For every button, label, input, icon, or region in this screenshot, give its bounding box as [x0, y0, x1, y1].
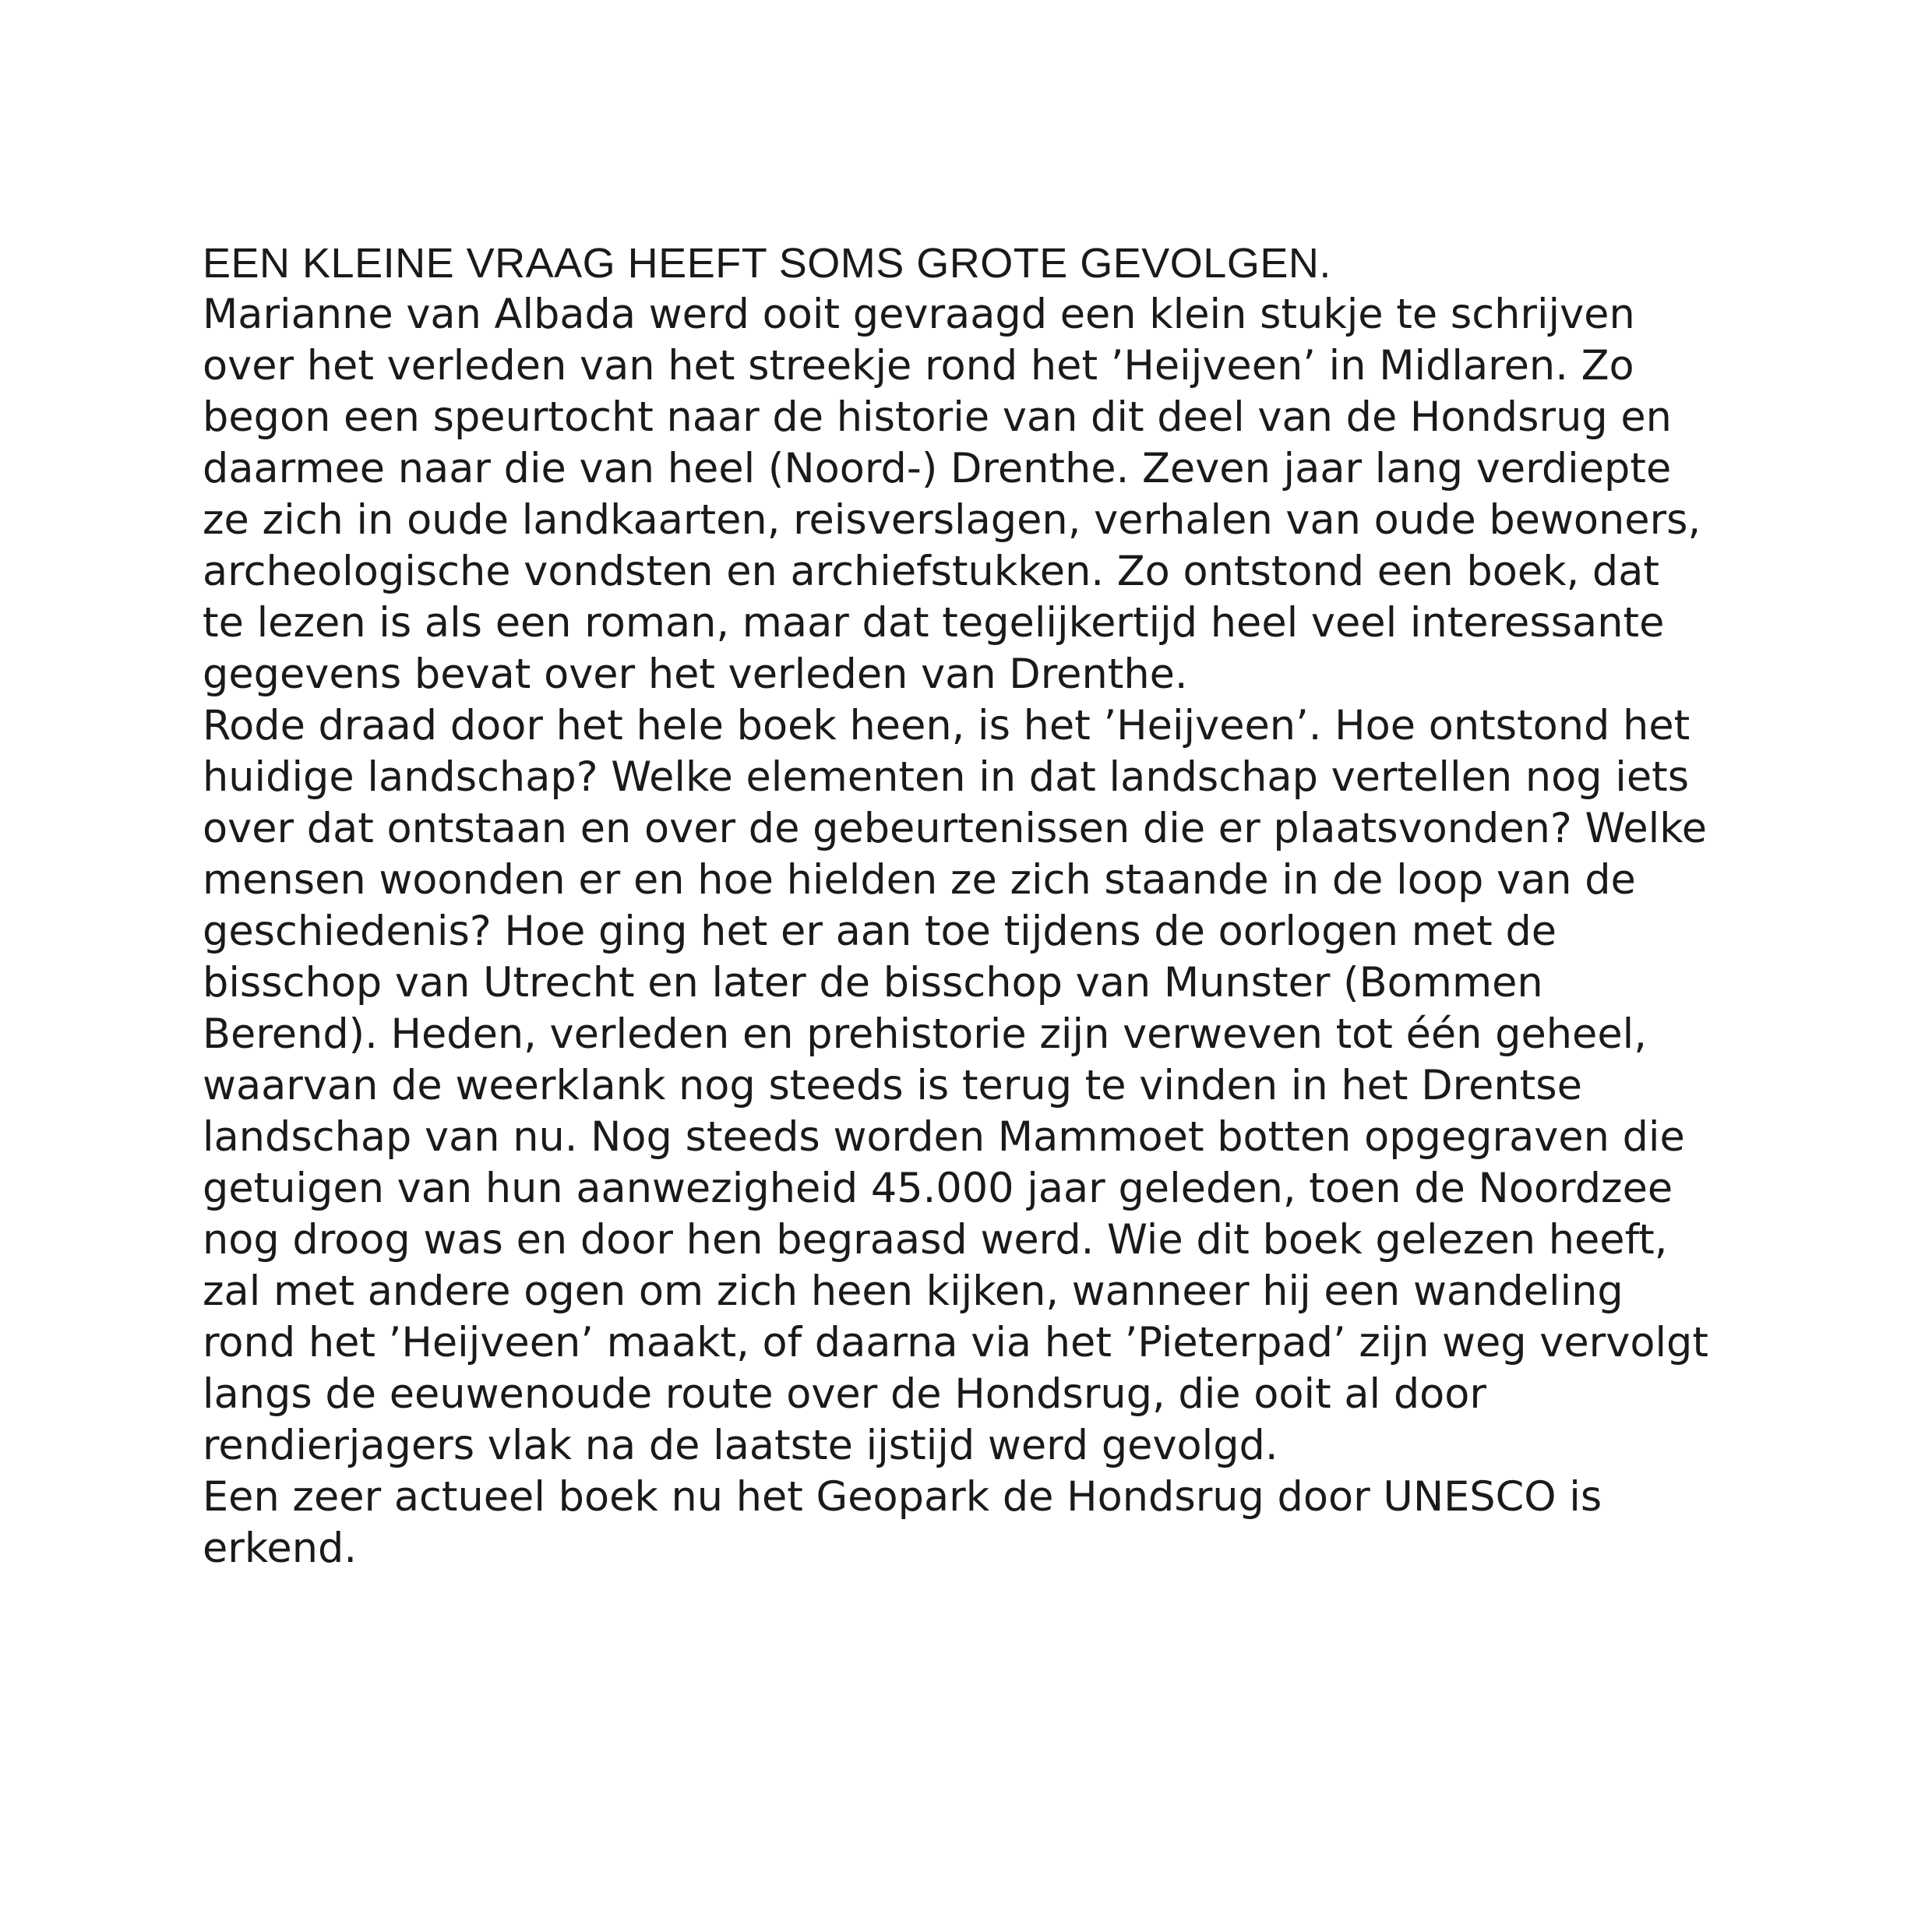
text-line: ze zich in oude landkaarten, reisverslagen, verhalen van oude bewoners, [203, 496, 1701, 544]
text-line: rendierjagers vlak na de laatste ijstijd werd gevolgd. [203, 1422, 1278, 1469]
text-line: daarmee naar die van heel (Noord-) Drenthe. Zeven jaar lang verdiepte [203, 445, 1672, 492]
text-line: Een zeer actueel boek nu het Geopark de Hondsrug door UNESCO is [203, 1473, 1602, 1521]
text-line: bisschop van Utrecht en later de bisschop van Munster (Bommen [203, 959, 1543, 1007]
text-line: Rode draad door het hele boek heen, is het ’Heijveen’. Hoe ontstond het [203, 702, 1690, 749]
text-line: langs de eeuwenoude route over de Hondsrug, die ooit al door [203, 1370, 1486, 1418]
body-text [203, 238, 1807, 1574]
text-line: gegevens bevat over het verleden van Drenthe. [203, 650, 1188, 698]
text-line: Marianne van Albada werd ooit gevraagd een klein stukje te schrijven [203, 291, 1635, 338]
text-line: landschap van nu. Nog steeds worden Mammoet botten opgegraven die [203, 1113, 1685, 1161]
text-line: mensen woonden er en hoe hielden ze zich staande in de loop van de [203, 856, 1636, 904]
text-line: archeologische vondsten en archiefstukken. Zo ontstond een boek, dat [203, 548, 1659, 595]
text-line: geschiedenis? Hoe ging het er aan toe tijdens de oorlogen met de [203, 908, 1557, 955]
text-line: huidige landschap? Welke elementen in dat landschap vertellen nog iets [203, 753, 1690, 801]
text-line: over dat ontstaan en over de gebeurtenissen die er plaatsvonden? Welke [203, 805, 1708, 852]
text-line: Berend). Heden, verleden en prehistorie zijn verweven tot één geheel, [203, 1010, 1647, 1058]
text-line: te lezen is als een roman, maar dat tegelijkertijd heel veel interessante [203, 599, 1665, 647]
text-line: getuigen van hun aanwezigheid 45.000 jaar geleden, toen de Noordzee [203, 1165, 1673, 1212]
heading: EEN KLEINE VRAAG HEEFT SOMS GROTE GEVOLGEN. [203, 240, 1331, 287]
text-line: over het verleden van het streekje rond het ’Heijveen’ in Midlaren. Zo [203, 342, 1634, 390]
text-line: erkend. [203, 1525, 358, 1572]
text-line: waarvan de weerklank nog steeds is terug te vinden in het Drentse [203, 1062, 1582, 1109]
text-line: zal met andere ogen om zich heen kijken, wanneer hij een wandeling [203, 1267, 1624, 1315]
text-line: begon een speurtocht naar de historie van dit deel van de Hondsrug en [203, 393, 1672, 441]
text-line: rond het ’Heijveen’ maakt, of daarna via het ’Pieterpad’ zijn weg vervolgt [203, 1319, 1708, 1366]
text-line: nog droog was en door hen begraasd werd. Wie dit boek gelezen heeft, [203, 1216, 1668, 1264]
